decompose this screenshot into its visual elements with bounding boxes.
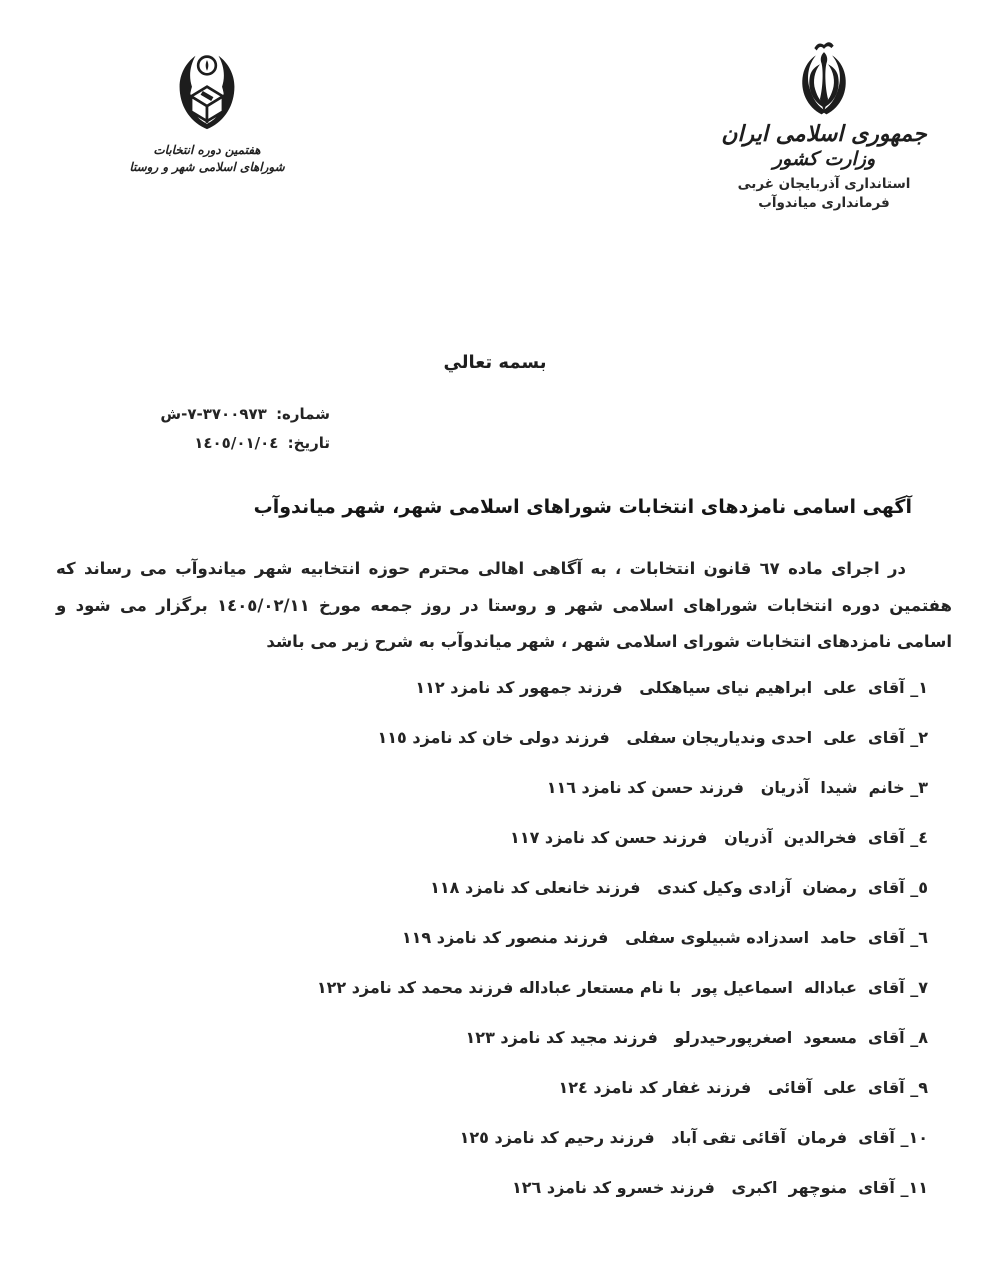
candidates-list (40, 663, 928, 1213)
doc-number-row (128, 400, 330, 429)
page-title: آگهی اسامی نامزدهای انتخابات شوراهای اسلامی شهر، شهر میاندوآب (253, 496, 912, 518)
candidate-row: ١١_ آقای منوچهر اکبری فرزند خسرو کد نامزد ١٢٦ (512, 1178, 928, 1197)
election-logo-icon (161, 46, 253, 138)
candidate-row: ٧_ آقای عباداله اسماعیل پور با نام مستعار عباداله فرزند محمد کد نامزد ١٢٢ (316, 978, 928, 997)
election-logo-caption-2: شوراهای اسلامی شهر و روستا (129, 160, 285, 174)
governorate-line: استانداری آذربایجان غربی (737, 176, 911, 192)
county-line: فرمانداری میاندوآب (758, 195, 890, 211)
bismillah: بسمه تعالي (443, 352, 547, 373)
candidate-row: ١٠_ آقای فرمان آقائی تقی آباد فرزند رحیم کد نامزد ١٢٥ (459, 1128, 928, 1147)
doc-date-label: تاریخ: (287, 434, 330, 452)
doc-date-row (128, 429, 330, 458)
doc-number-value: ٣٧٠٠٩٧٣-٧-ش (160, 405, 267, 423)
election-logo-caption-1: هفتمین دوره انتخابات (153, 143, 261, 157)
candidate-row: ٣_ خانم شیدا آذریان فرزند حسن کد نامزد ١١٦ (546, 778, 928, 797)
candidate-row: ٥_ آقای رمضان آزادی وکیل کندی فرزند خانعلی کد نامزد ١١٨ (430, 878, 928, 897)
doc-number-label: شماره: (276, 405, 330, 423)
letterhead-left (122, 46, 292, 176)
candidate-row: ٦_ آقای حامد اسدزاده شبیلوی سفلی فرزند منصور کد نامزد ١١٩ (401, 928, 928, 947)
candidate-row: ٢_ آقای علی احدی وندیاریجان سفلی فرزند دولی خان کد نامزد ١١٥ (377, 728, 928, 747)
ministry-title: وزارت کشور (772, 148, 876, 170)
candidate-row: ٨_ آقای مسعود اصغرپورحیدرلو فرزند مجید کد نامزد ١٢٣ (465, 1028, 928, 1047)
candidate-row: ١_ آقای علی ابراهیم نیای سیاهکلی فرزند جمهور کد نامزد ١١٢ (415, 678, 928, 697)
letterhead-right (684, 36, 964, 213)
country-title: جمهوری اسلامی ایران (721, 122, 927, 147)
candidate-row: ٤_ آقای فخرالدین آذریان فرزند حسن کد نامزد ١١٧ (510, 828, 928, 847)
doc-date-value: ١٤٠٥/٠١/٠٤ (194, 434, 279, 452)
iran-emblem-icon (787, 36, 861, 120)
notice-body: در اجرای ماده ٦٧ قانون انتخابات ، به آگاهی اهالی محترم حوزه انتخابیه شهر میاندوآب می رساند که هفتمین دوره انتخابات شوراهای اسلامی شهر و روستا در روز جمعه مورخ ١٤٠٥/٠٢/١١ برگزار می شود و اسامی نامزدهای انتخابات شورای اسلامی شهر ، شهر میاندوآب به شرح زیر می باشد (56, 559, 952, 651)
candidate-row: ٩_ آقای علی آقائی فرزند غفار کد نامزد ١٢٤ (558, 1078, 928, 1097)
doc-meta-block (128, 400, 330, 458)
